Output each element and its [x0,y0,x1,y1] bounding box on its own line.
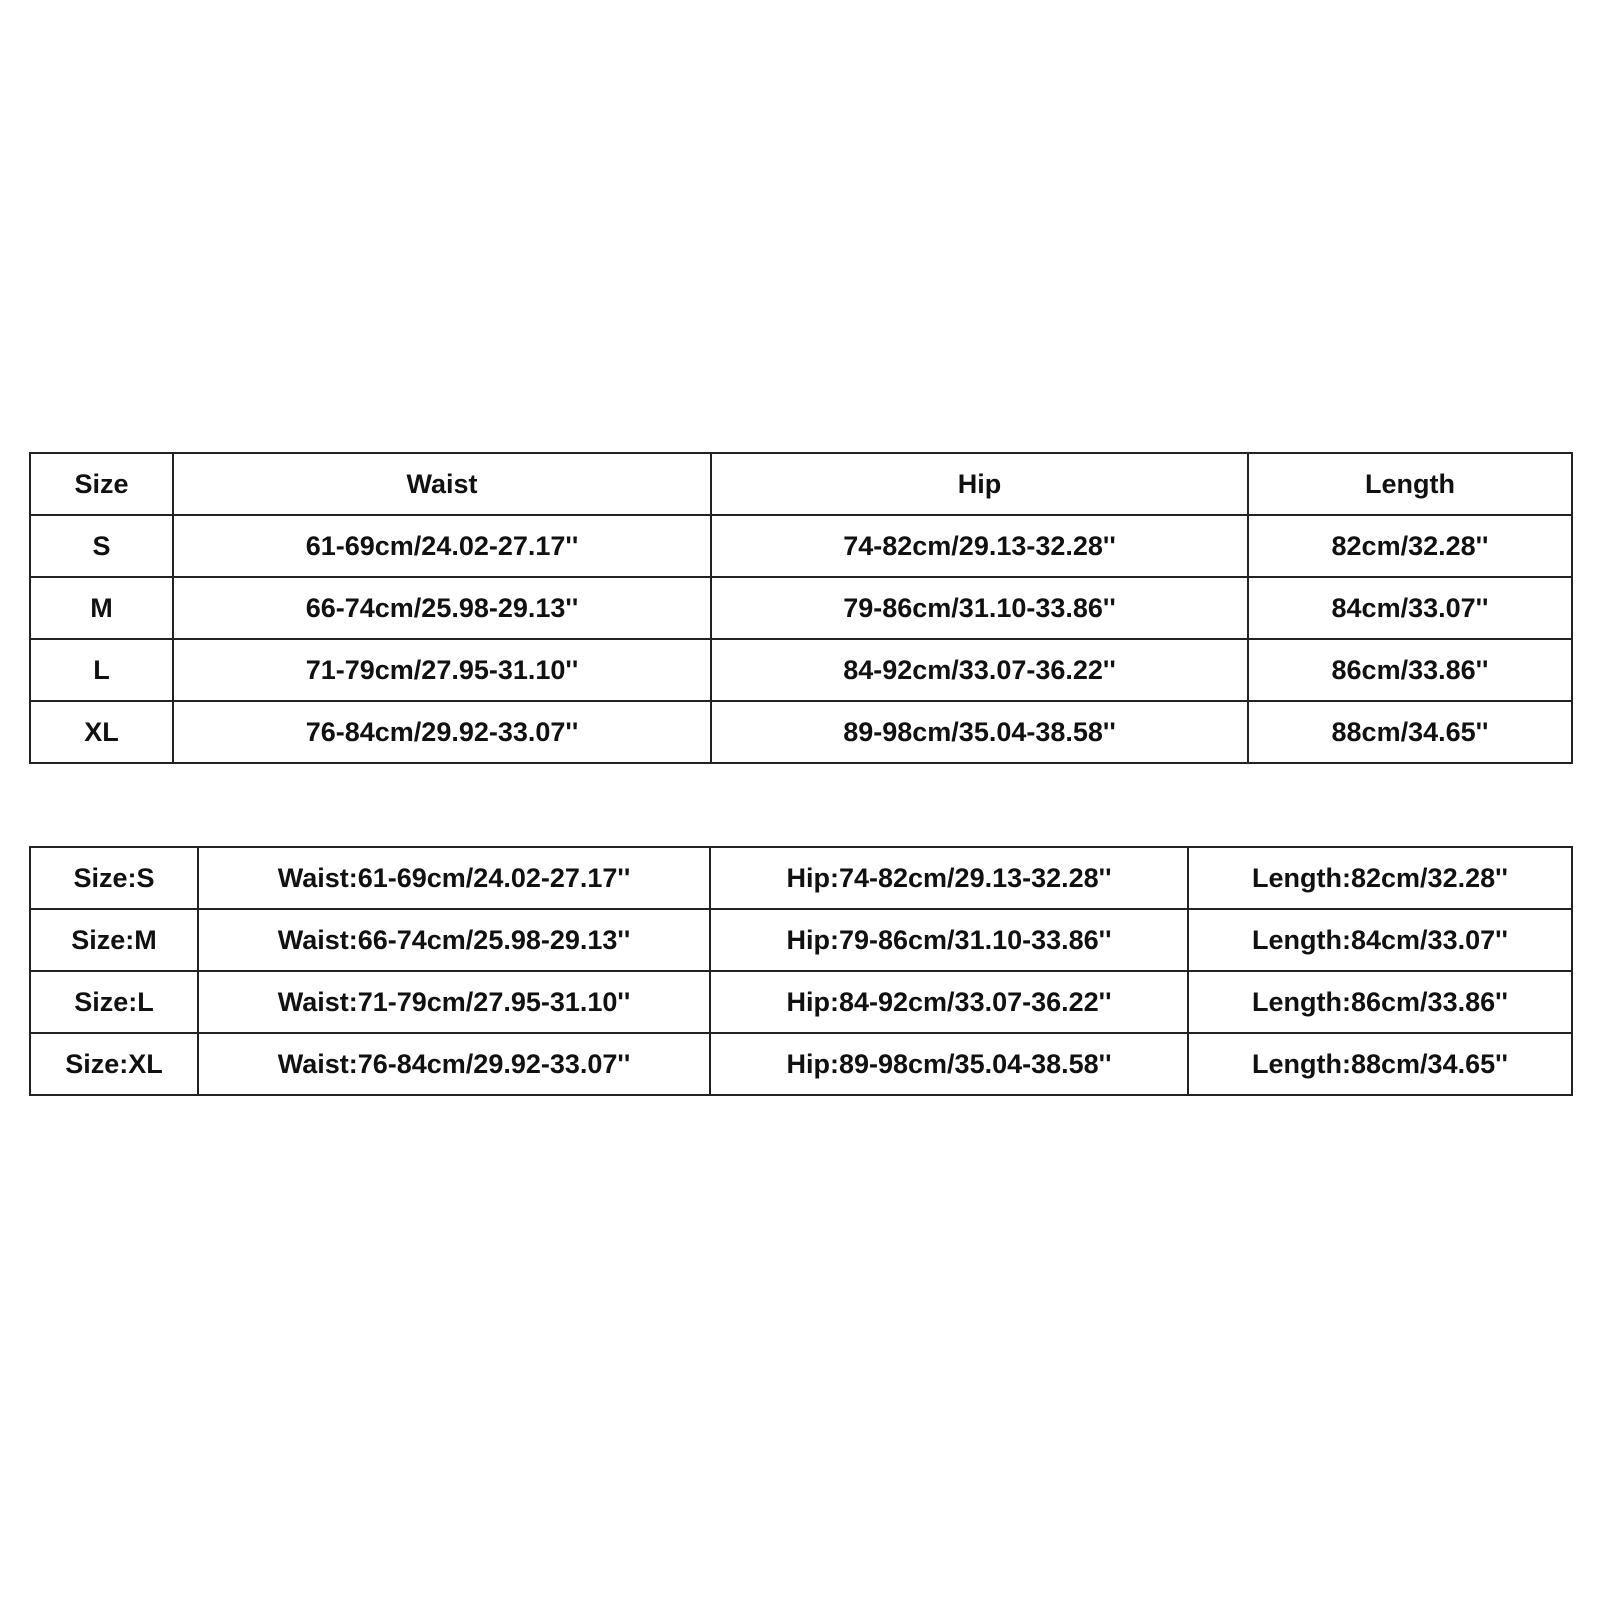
length-cell: 84cm/33.07'' [1248,577,1572,639]
length-cell: Length:84cm/33.07'' [1188,909,1572,971]
hip-cell: Hip:79-86cm/31.10-33.86'' [710,909,1188,971]
size-cell: Size:XL [30,1033,198,1095]
size-detail-table [29,846,1573,1096]
size-cell: L [30,639,173,701]
hip-cell: 79-86cm/31.10-33.86'' [711,577,1248,639]
waist-cell: 71-79cm/27.95-31.10'' [173,639,711,701]
waist-cell: 76-84cm/29.92-33.07'' [173,701,711,763]
length-cell: 86cm/33.86'' [1248,639,1572,701]
size-cell: Size:M [30,909,198,971]
size-cell: Size:L [30,971,198,1033]
hip-cell: Hip:74-82cm/29.13-32.28'' [710,847,1188,909]
waist-cell: Waist:76-84cm/29.92-33.07'' [198,1033,710,1095]
length-cell: Length:86cm/33.86'' [1188,971,1572,1033]
table-row [30,971,1572,1033]
size-cell: M [30,577,173,639]
waist-cell: 66-74cm/25.98-29.13'' [173,577,711,639]
table-row [30,1033,1572,1095]
table-row [30,639,1572,701]
waist-cell: 61-69cm/24.02-27.17'' [173,515,711,577]
waist-cell: Waist:71-79cm/27.95-31.10'' [198,971,710,1033]
table-row [30,909,1572,971]
header-length: Length [1248,453,1572,515]
waist-cell: Waist:61-69cm/24.02-27.17'' [198,847,710,909]
table-row [30,577,1572,639]
table-row [30,701,1572,763]
length-cell: Length:82cm/32.28'' [1188,847,1572,909]
hip-cell: Hip:89-98cm/35.04-38.58'' [710,1033,1188,1095]
length-cell: 88cm/34.65'' [1248,701,1572,763]
length-cell: Length:88cm/34.65'' [1188,1033,1572,1095]
header-waist: Waist [173,453,711,515]
hip-cell: Hip:84-92cm/33.07-36.22'' [710,971,1188,1033]
header-size: Size [30,453,173,515]
waist-cell: Waist:66-74cm/25.98-29.13'' [198,909,710,971]
size-cell: XL [30,701,173,763]
hip-cell: 74-82cm/29.13-32.28'' [711,515,1248,577]
table-row [30,515,1572,577]
length-cell: 82cm/32.28'' [1248,515,1572,577]
table-row [30,847,1572,909]
header-hip: Hip [711,453,1248,515]
size-cell: S [30,515,173,577]
size-cell: Size:S [30,847,198,909]
header-row [30,453,1572,515]
hip-cell: 89-98cm/35.04-38.58'' [711,701,1248,763]
hip-cell: 84-92cm/33.07-36.22'' [711,639,1248,701]
size-chart-table [29,452,1573,764]
